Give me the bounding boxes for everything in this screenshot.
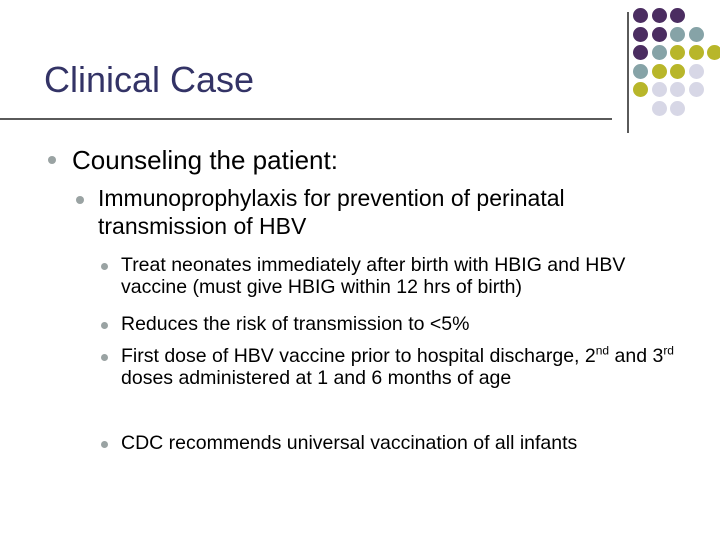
decorative-dot: [670, 82, 685, 97]
decorative-dot: [633, 8, 648, 23]
level-1-text: Counseling the patient:: [72, 145, 338, 175]
point-4-text: CDC recommends universal vaccination of all infants: [121, 432, 578, 454]
decorative-dot: [670, 45, 685, 60]
decorative-dot: [633, 82, 648, 97]
decorative-dot: [652, 45, 667, 60]
decorative-dot: [670, 27, 685, 42]
point-3-text: [121, 345, 681, 389]
bullet-level-1: [48, 156, 56, 164]
decorative-dot: [633, 64, 648, 79]
decorative-dot: [670, 64, 685, 79]
point-3-superscript-2: rd: [663, 343, 674, 358]
bullet-point-3: [101, 354, 108, 361]
point-3-part-1: First dose of HBV vaccine prior to hospital discharge, 2: [121, 345, 596, 367]
decorative-dot: [707, 45, 720, 60]
decorative-dot: [689, 64, 704, 79]
decorative-dot: [689, 27, 704, 42]
slide-title: Clinical Case: [44, 59, 255, 100]
level-2-text: Immunoprophylaxis for prevention of perinatal transmission of HBV: [98, 185, 565, 239]
decorative-dot: [689, 82, 704, 97]
decorative-dot: [670, 8, 685, 23]
decorative-dot: [670, 101, 685, 116]
decorative-dot: [652, 8, 667, 23]
decorative-dot: [689, 45, 704, 60]
decorative-dot: [652, 101, 667, 116]
bullet-point-1: [101, 263, 108, 270]
decorative-dot: [652, 82, 667, 97]
decorative-dot: [652, 27, 667, 42]
bullet-level-2: [76, 196, 84, 204]
point-1-text: Treat neonates immediately after birth with HBIG and HBV vaccine (must give HBIG within 12 hrs of birth): [121, 254, 626, 298]
bullet-point-2: [101, 322, 108, 329]
point-3-part-3: doses administered at 1 and 6 months of age: [121, 367, 512, 389]
point-3-part-2: and 3: [609, 345, 664, 367]
decorative-dot: [633, 45, 648, 60]
decorative-dot-grid: [633, 8, 720, 120]
vertical-divider: [627, 12, 629, 133]
decorative-dot: [633, 27, 648, 42]
bullet-point-4: [101, 441, 108, 448]
title-divider: [0, 118, 612, 120]
decorative-dot: [652, 64, 667, 79]
point-2-text: Reduces the risk of transmission to <5%: [121, 313, 470, 335]
point-3-superscript-1: nd: [595, 343, 610, 358]
